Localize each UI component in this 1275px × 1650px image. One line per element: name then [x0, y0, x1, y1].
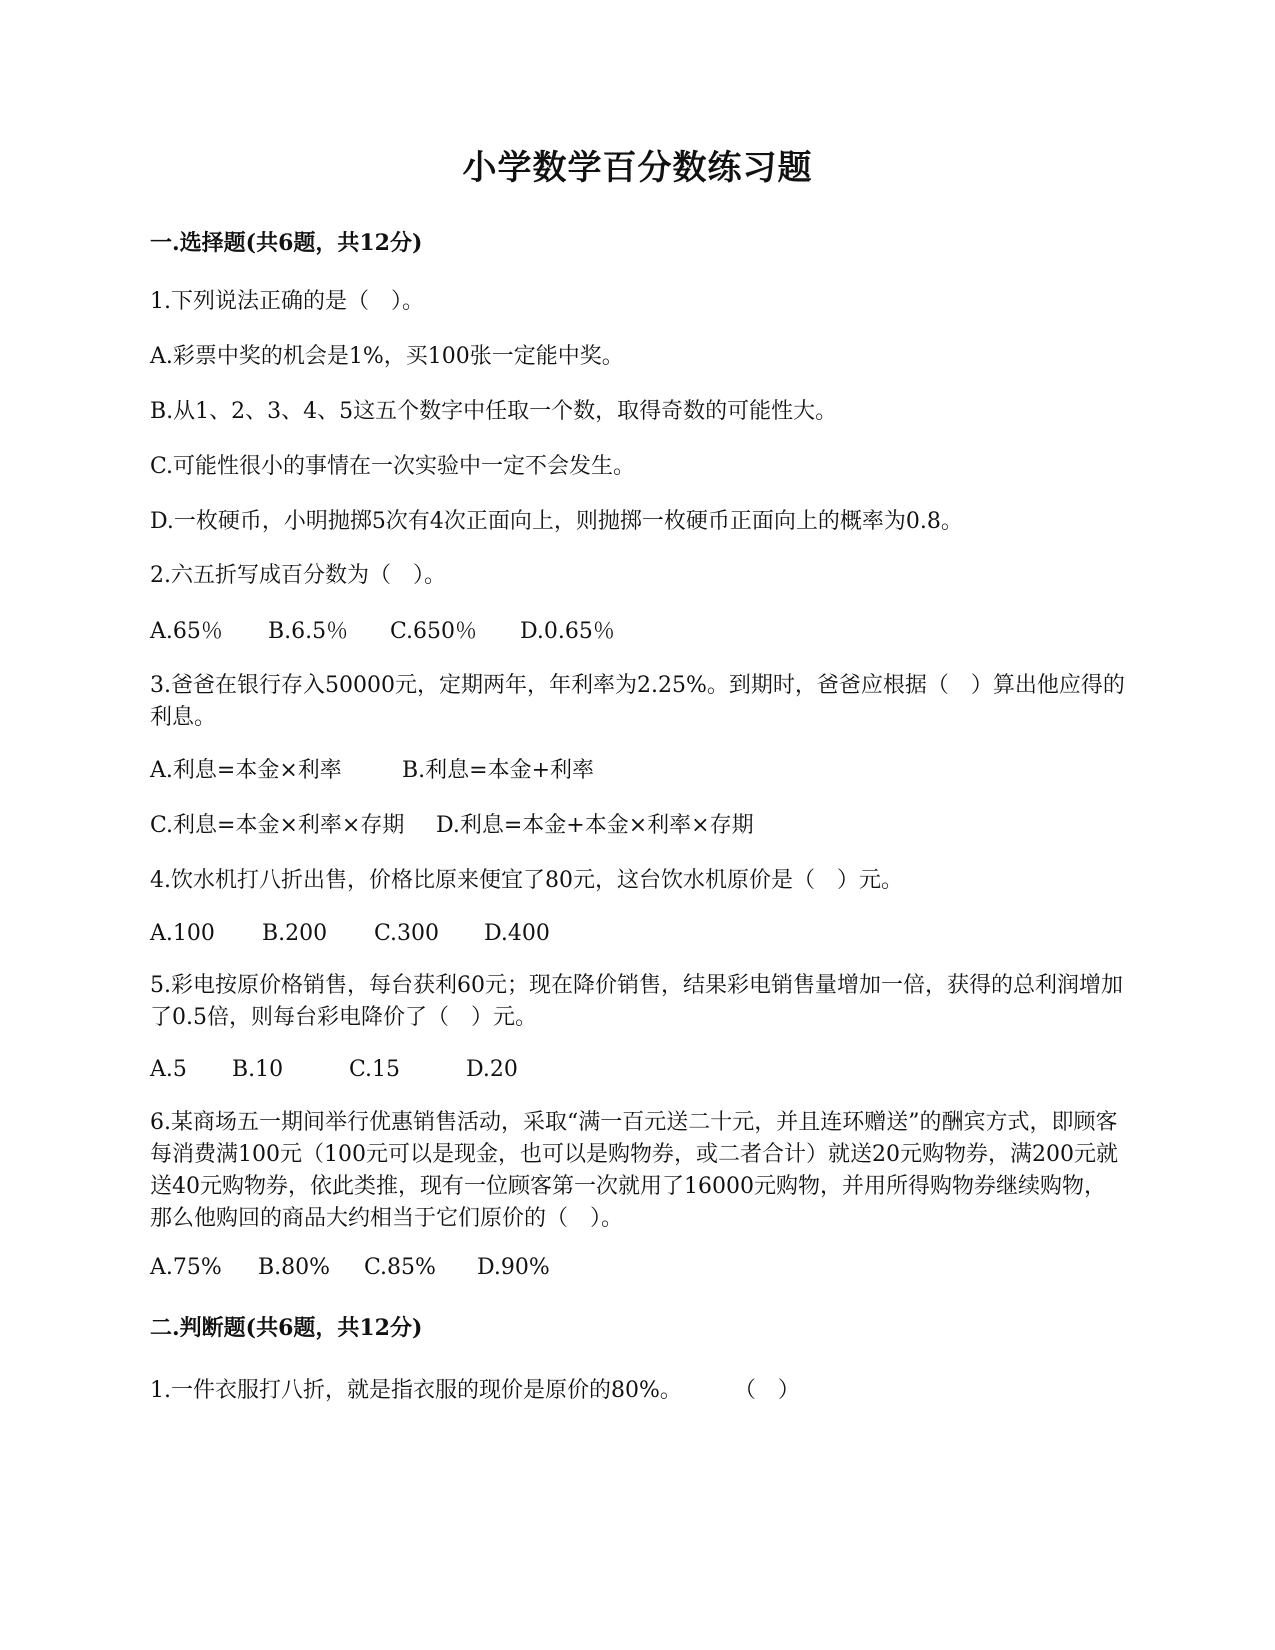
answer-blank: （ ） [733, 1378, 800, 1403]
question-option: B.6.5％ [268, 619, 349, 644]
question-option: B.利息=本金+利率 [402, 758, 595, 783]
question-option: C.300 [374, 921, 440, 946]
page-title: 小学数学百分数练习题 [462, 148, 813, 188]
question-option: D.0.65％ [520, 619, 615, 644]
question-option: B.200 [262, 921, 328, 946]
question-stem [150, 1375, 1130, 1407]
question-option: A.100 [150, 921, 215, 946]
question-option: C.可能性很小的事情在一次实验中一定不会发生。 [150, 454, 636, 479]
section-heading-choice: 一.选择题(共6题，共12分) [150, 230, 423, 256]
question-option: B.从1、2、3、4、5这五个数字中任取一个数，取得奇数的可能性大。 [150, 399, 838, 424]
question-stem: 1.下列说法正确的是（ ）。 [150, 289, 424, 314]
question-option: D.400 [484, 921, 550, 946]
section-heading-judge: 二.判断题(共6题，共12分) [150, 1315, 423, 1341]
question-option: D.20 [466, 1057, 518, 1082]
question-stem: 3.爸爸在银行存入50000元，定期两年，年利率为2.25%。到期时，爸爸应根据（ ）算出他应得的利息。 [150, 673, 1125, 730]
question-options-row [150, 616, 1130, 648]
question-option: A.75% [150, 1255, 222, 1280]
question-options-row [150, 1054, 1130, 1086]
question-stem: 4.饮水机打八折出售，价格比原来便宜了80元，这台饮水机原价是（ ）元。 [150, 868, 903, 893]
question-option: C.650％ [390, 619, 478, 644]
question-options-row [150, 755, 1130, 787]
question-option: A.彩票中奖的机会是1%，买100张一定能中奖。 [150, 344, 624, 369]
question-text: 1.一件衣服打八折，就是指衣服的现价是原价的80%。 [150, 1378, 682, 1403]
question-option: C.85% [364, 1255, 436, 1280]
question-option: D.一枚硬币，小明抛掷5次有4次正面向上，则抛掷一枚硬币正面向上的概率为0.8。 [150, 509, 963, 534]
question-option: C.利息=本金×利率×存期 [150, 813, 405, 838]
question-option: A.65％ [150, 619, 223, 644]
question-option: D.利息=本金+本金×利率×存期 [436, 813, 754, 838]
question-option: A.5 [150, 1057, 187, 1082]
question-options-row [150, 1252, 1130, 1284]
question-stem: 5.彩电按原价格销售，每台获利60元；现在降价销售，结果彩电销售量增加一倍，获得的总利润增加了0.5倍，则每台彩电降价了（ ）元。 [150, 973, 1123, 1030]
question-option: B.10 [232, 1057, 284, 1082]
question-options-row [150, 918, 1130, 950]
question-option: C.15 [349, 1057, 401, 1082]
question-option: B.80% [258, 1255, 331, 1280]
question-stem: 2.六五折写成百分数为（ ）。 [150, 563, 446, 588]
question-option: A.利息=本金×利率 [150, 758, 342, 783]
question-option: D.90% [477, 1255, 550, 1280]
question-options-row [150, 810, 1130, 842]
question-stem: 6.某商场五一期间举行优惠销售活动，采取“满一百元送二十元，并且连环赠送”的酬宾方式，即顾客每消费满100元（100元可以是现金，也可以是购物券，或二者合计）就送20元购物券，满200元就送40元购物券，依此类推，现有一位顾客第一次就用了16000元购物，并用所得购物券继续购物，那么他购回的商品大约相当于它们原价的（ ）。 [150, 1110, 1118, 1231]
